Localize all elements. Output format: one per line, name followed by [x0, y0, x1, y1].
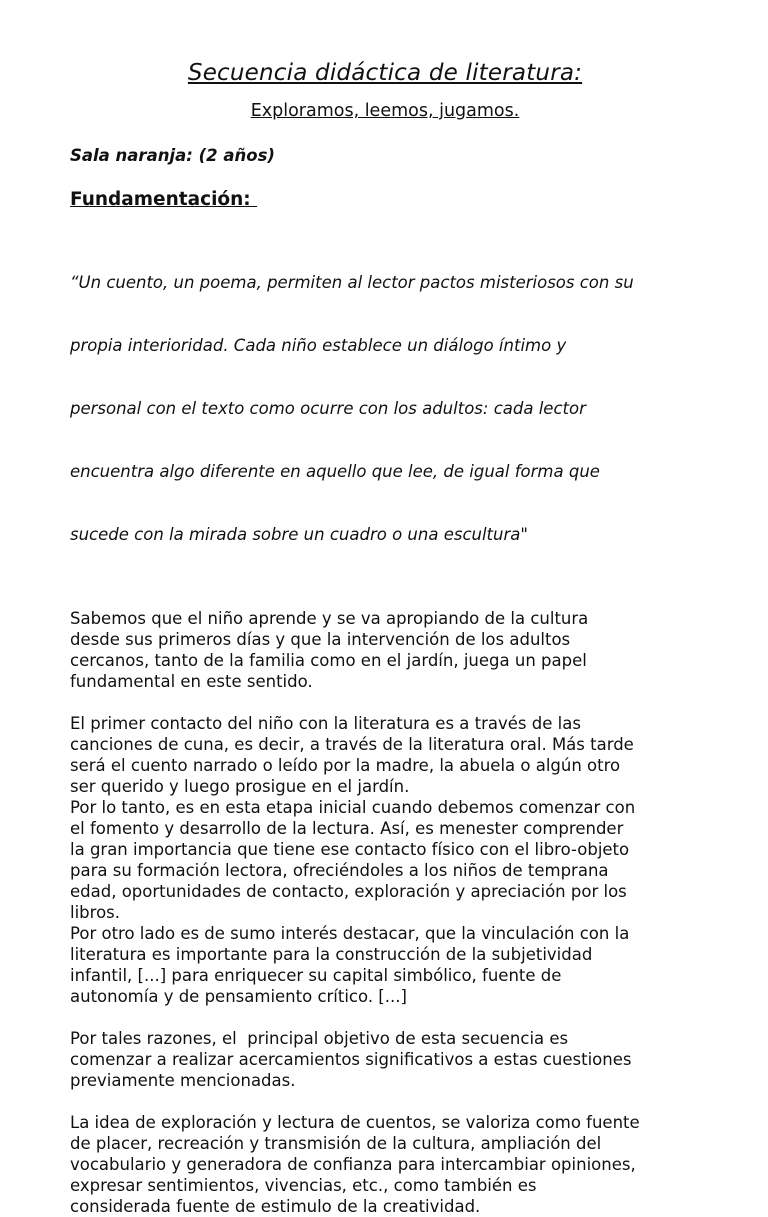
paragraph-line: infantil, [...] para enriquecer su capital simbólico, fuente de: [70, 966, 562, 985]
paragraph-1: [70, 608, 700, 692]
paragraph-line: será el cuento narrado o leído por la madre, la abuela o algún otro: [70, 756, 621, 775]
paragraph-line: libros.: [70, 903, 120, 922]
quote-closing-mark: ": [520, 525, 528, 544]
paragraph-6: [70, 1112, 700, 1217]
quote-line-text: sucede con la mirada sobre un cuadro o una escultura: [70, 525, 521, 544]
quote-line: propia interioridad. Cada niño establece un diálogo íntimo y: [70, 336, 567, 355]
paragraph-line: Por otro lado es de sumo interés destacar, que la vinculación con la: [70, 924, 630, 943]
paragraph-line: la gran importancia que tiene ese contacto físico con el libro-objeto: [70, 840, 630, 859]
epigraph-quote: [70, 230, 700, 587]
document-title: Secuencia didáctica de literatura:: [187, 60, 583, 86]
paragraph-line: La idea de exploración y lectura de cuentos, se valoriza como fuente: [70, 1113, 640, 1132]
paragraph-line: considerada fuente de estimulo de la creatividad.: [70, 1197, 481, 1216]
paragraph-line: ser querido y luego prosigue en el jardín.: [70, 777, 410, 796]
paragraph-5: [70, 1028, 700, 1091]
paragraph-line: literatura es importante para la construcción de la subjetividad: [70, 945, 593, 964]
paragraph-line: el fomento y desarrollo de la lectura. Así, es menester comprender: [70, 819, 624, 838]
paragraph-line: de placer, recreación y transmisión de la cultura, ampliación del: [70, 1134, 602, 1153]
paragraph-line: cercanos, tanto de la familia como en el jardín, juega un papel: [70, 651, 587, 670]
document-page: [70, 56, 700, 1217]
section-heading: Fundamentación:: [70, 189, 258, 210]
paragraph-line: para su formación lectora, ofreciéndoles a los niños de temprana: [70, 861, 609, 880]
paragraph-line: autonomía y de pensamiento crítico. [...]: [70, 987, 407, 1006]
paragraph-line: expresar sentimientos, vivencias, etc., como también es: [70, 1176, 537, 1195]
paragraph-3: [70, 797, 700, 923]
paragraph-line: Por tales razones, el principal objetivo de esta secuencia es: [70, 1029, 569, 1048]
paragraph-line: edad, oportunidades de contacto, exploración y apreciación por los: [70, 882, 627, 901]
document-subtitle: Exploramos, leemos, jugamos.: [250, 101, 520, 121]
paragraph-line: Sabemos que el niño aprende y se va apropiando de la cultura: [70, 609, 589, 628]
paragraph-line: fundamental en este sentido.: [70, 672, 313, 691]
paragraph-line: comenzar a realizar acercamientos significativos a estas cuestiones: [70, 1050, 632, 1069]
paragraph-line: Por lo tanto, es en esta etapa inicial cuando debemos comenzar con: [70, 798, 636, 817]
group-label: Sala naranja: (2 años): [70, 146, 275, 165]
paragraph-4: [70, 923, 700, 1007]
quote-line: “Un cuento, un poema, permiten al lector pactos misteriosos con su: [70, 273, 634, 292]
paragraph-line: vocabulario y generadora de confianza para intercambiar opiniones,: [70, 1155, 636, 1174]
quote-line: personal con el texto como ocurre con los adultos: cada lector: [70, 399, 586, 418]
paragraph-line: desde sus primeros días y que la intervención de los adultos: [70, 630, 571, 649]
quote-line: [70, 524, 700, 545]
paragraph-line: previamente mencionadas.: [70, 1071, 296, 1090]
paragraph-2: [70, 713, 700, 797]
paragraph-line: canciones de cuna, es decir, a través de la literatura oral. Más tarde: [70, 735, 634, 754]
quote-line: encuentra algo diferente en aquello que lee, de igual forma que: [70, 462, 600, 481]
paragraph-line: El primer contacto del niño con la literatura es a través de las: [70, 714, 581, 733]
